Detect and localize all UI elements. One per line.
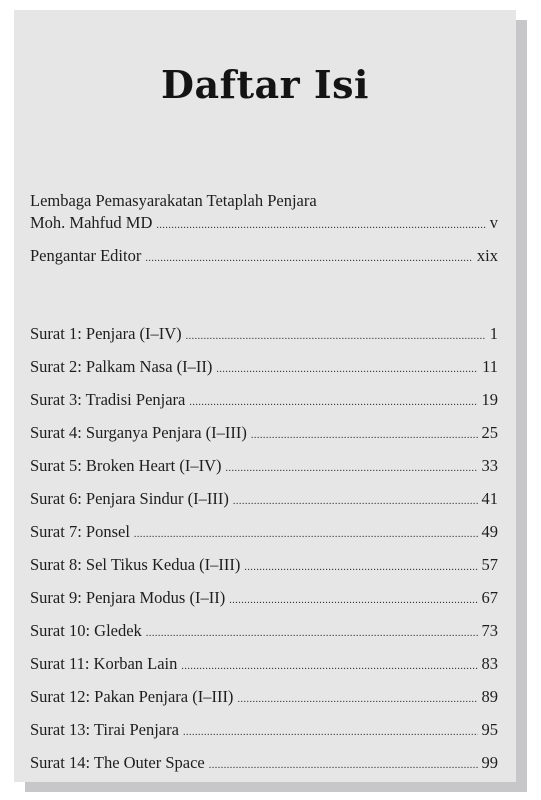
dot-leader bbox=[237, 683, 477, 716]
toc-entry-editor[interactable] bbox=[30, 245, 498, 267]
toc-entry-page: 95 bbox=[481, 720, 498, 739]
toc-entry-chapter[interactable] bbox=[30, 383, 498, 416]
toc-entry-label: Surat 8: Sel Tikus Kedua (I–III) bbox=[30, 555, 241, 574]
toc-entry-label: Surat 5: Broken Heart (I–IV) bbox=[30, 456, 222, 475]
dot-leader bbox=[183, 716, 478, 749]
toc-entry-label: Moh. Mahfud MD bbox=[30, 213, 153, 232]
toc-entry-page: 67 bbox=[481, 588, 498, 607]
toc-entry-label: Surat 6: Penjara Sindur (I–III) bbox=[30, 489, 229, 508]
toc-entry-chapter[interactable] bbox=[30, 482, 498, 515]
toc-entry-chapter[interactable] bbox=[30, 317, 498, 350]
toc-entry-chapter[interactable] bbox=[30, 647, 498, 680]
toc-entry-chapter[interactable] bbox=[30, 713, 498, 746]
dot-leader bbox=[226, 452, 478, 485]
dot-leader bbox=[233, 485, 478, 518]
toc-entry-label: Surat 10: Gledek bbox=[30, 621, 142, 640]
dot-leader bbox=[186, 320, 486, 353]
dot-leader bbox=[251, 419, 478, 452]
toc-entry-chapter[interactable] bbox=[30, 548, 498, 581]
toc-entry-page: 49 bbox=[481, 522, 498, 541]
toc-entry-chapter[interactable] bbox=[30, 746, 498, 779]
toc-entry-page: 73 bbox=[481, 621, 498, 640]
toc-entry-page: 57 bbox=[481, 555, 498, 574]
dot-leader bbox=[244, 551, 477, 584]
toc-entry-chapter[interactable] bbox=[30, 680, 498, 713]
chapter-list bbox=[30, 317, 498, 779]
toc-entry-label: Surat 2: Palkam Nasa (I–II) bbox=[30, 357, 213, 376]
toc-entry-page: 99 bbox=[481, 753, 498, 772]
dot-leader bbox=[145, 248, 473, 270]
intro-title-line: Lembaga Pemasyarakatan Tetaplah Penjara bbox=[30, 191, 317, 210]
page-title: Daftar Isi bbox=[161, 62, 369, 107]
toc-entry-page: xix bbox=[476, 246, 498, 265]
toc-entry-chapter[interactable] bbox=[30, 449, 498, 482]
toc-entry-page: 25 bbox=[481, 423, 498, 442]
dot-leader bbox=[134, 518, 478, 551]
dot-leader bbox=[209, 749, 478, 782]
toc-entry-label: Surat 7: Ponsel bbox=[30, 522, 130, 541]
toc-entry-label: Surat 9: Penjara Modus (I–II) bbox=[30, 588, 226, 607]
toc-page bbox=[14, 10, 516, 782]
toc-entry-chapter[interactable] bbox=[30, 515, 498, 548]
toc-entry-label: Surat 1: Penjara (I–IV) bbox=[30, 324, 182, 343]
toc-entry-chapter[interactable] bbox=[30, 416, 498, 449]
dot-leader bbox=[156, 215, 485, 237]
toc-entry-page: 1 bbox=[489, 324, 498, 343]
dot-leader bbox=[181, 650, 477, 683]
toc-entry-label: Surat 12: Pakan Penjara (I–III) bbox=[30, 687, 234, 706]
dot-leader bbox=[216, 353, 478, 386]
toc-entry-page: 33 bbox=[481, 456, 498, 475]
toc-entry-chapter[interactable] bbox=[30, 350, 498, 383]
toc-entry-chapter[interactable] bbox=[30, 614, 498, 647]
toc-entry-page: 41 bbox=[481, 489, 498, 508]
toc-entry-label: Pengantar Editor bbox=[30, 246, 142, 265]
toc-entry-label: Surat 3: Tradisi Penjara bbox=[30, 390, 186, 409]
toc-entry-intro[interactable] bbox=[30, 212, 498, 234]
toc-entry-label: Surat 4: Surganya Penjara (I–III) bbox=[30, 423, 247, 442]
toc-entry-label: Surat 11: Korban Lain bbox=[30, 654, 178, 673]
toc-entry-page: 89 bbox=[481, 687, 498, 706]
toc-entry-page: 11 bbox=[482, 357, 498, 376]
front-matter bbox=[30, 190, 498, 267]
dot-leader bbox=[189, 386, 477, 419]
table-of-contents bbox=[30, 190, 498, 779]
toc-entry-chapter[interactable] bbox=[30, 581, 498, 614]
toc-entry-label: Surat 14: The Outer Space bbox=[30, 753, 205, 772]
toc-entry-page: 83 bbox=[481, 654, 498, 673]
toc-entry-label: Surat 13: Tirai Penjara bbox=[30, 720, 179, 739]
dot-leader bbox=[229, 584, 477, 617]
toc-entry-page: 19 bbox=[481, 390, 498, 409]
dot-leader bbox=[146, 617, 478, 650]
toc-entry-page: v bbox=[489, 213, 498, 232]
